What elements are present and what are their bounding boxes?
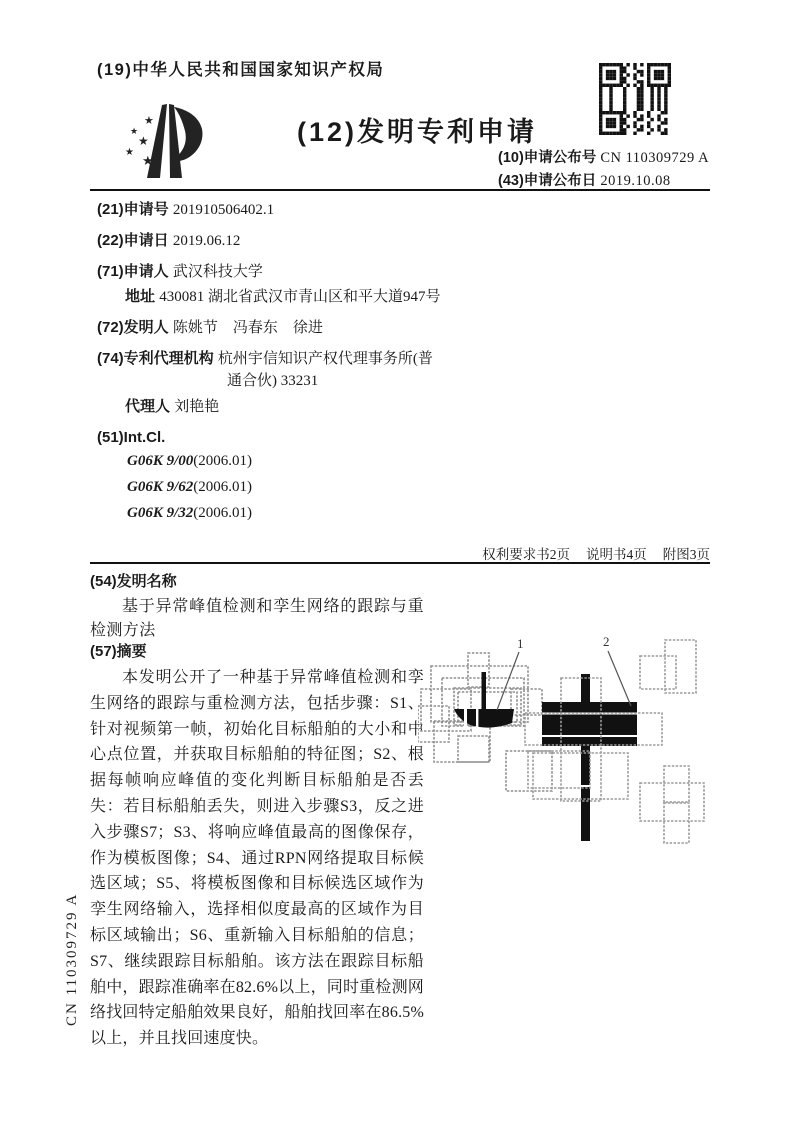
cnipa-logo-icon [118, 98, 218, 190]
figure-label-2: 2 [603, 634, 610, 649]
address-value: 430081 湖北省武汉市青山区和平大道947号 [159, 289, 441, 305]
address-label: 地址 [125, 288, 156, 305]
application-date-row [97, 230, 447, 252]
int-cl-version: (2006.01) [193, 479, 253, 495]
int-cl-entry [97, 448, 447, 474]
header-divider [90, 189, 710, 191]
int-cl-code: G06K 9/00 [127, 453, 194, 469]
publication-number-line [498, 146, 709, 167]
application-number-value: 201910506402.1 [172, 202, 275, 218]
agency-row [97, 348, 447, 418]
claims-pages: 权利要求书2页 [482, 547, 570, 562]
qr-code [599, 63, 671, 135]
figure-label-1: 1 [517, 636, 524, 651]
abstract-label: (57)摘要 [90, 643, 147, 660]
publication-date-line [498, 169, 671, 190]
agent-value: 刘艳艳 [174, 399, 220, 415]
publication-date-value: 2019.10.08 [600, 173, 671, 189]
int-cl-row [97, 427, 447, 526]
cnipa-logo [118, 98, 218, 195]
int-cl-entry [97, 500, 447, 526]
application-date-label: (22)申请日 [97, 232, 169, 249]
description-pages: 说明书4页 [586, 547, 647, 562]
label2-leader-line [608, 651, 631, 706]
ship2-hull [542, 702, 637, 746]
application-number-label: (21)申请号 [97, 201, 169, 218]
figures-pages: 附图3页 [662, 547, 710, 562]
inventors-label: (72)发明人 [97, 319, 169, 336]
int-cl-label: (51)Int.Cl. [97, 429, 166, 446]
address-line [97, 286, 447, 308]
int-cl-entry [97, 474, 447, 500]
bibliographic-data [97, 199, 447, 535]
inventors-value: 陈姚节 冯春东 徐进 [172, 320, 323, 336]
invention-title-text: 基于异常峰值检测和孪生网络的跟踪与重检测方法 [90, 598, 424, 639]
label1-leader-line [497, 652, 519, 710]
body-divider [90, 562, 710, 564]
application-date-value: 2019.06.12 [172, 233, 241, 249]
agent-line [97, 396, 447, 418]
application-number-row [97, 199, 447, 221]
applicant-label: (71)申请人 [97, 263, 169, 280]
svg-text:★: ★ [138, 134, 149, 148]
abstract-section [90, 640, 424, 1052]
svg-text:★: ★ [144, 115, 154, 127]
invention-title-section [90, 570, 424, 643]
invention-title-label: (54)发明名称 [90, 573, 177, 590]
side-document-id: CN 110309729 A [64, 892, 80, 1026]
int-cl-version: (2006.01) [193, 505, 253, 521]
publication-number-label: (10)申请公布号 [498, 150, 597, 166]
int-cl-code: G06K 9/32 [127, 505, 194, 521]
ship2-mast [581, 674, 590, 841]
publication-date-label: (43)申请公布日 [498, 173, 597, 189]
agency-line [97, 348, 447, 392]
int-cl-version: (2006.01) [193, 453, 253, 469]
document-type-title: (12)发明专利申请 [297, 117, 538, 147]
svg-text:★: ★ [142, 153, 154, 168]
abstract-figure [418, 626, 713, 883]
publication-number-value: CN 110309729 A [600, 150, 710, 166]
inventors-row [97, 317, 447, 339]
ship1-mast [482, 672, 487, 709]
agent-label: 代理人 [125, 398, 171, 415]
svg-text:★: ★ [125, 147, 134, 158]
agency-value: 杭州宇信知识产权代理事务所(普通合伙) 33231 [217, 351, 433, 389]
svg-text:★: ★ [130, 126, 139, 136]
agency-label: (74)专利代理机构 [97, 350, 214, 367]
int-cl-code: G06K 9/62 [127, 479, 194, 495]
applicant-line [97, 261, 447, 283]
applicant-row [97, 261, 447, 308]
page-counts-line [420, 543, 710, 563]
patent-office-name: (19)中华人民共和国国家知识产权局 [97, 61, 385, 79]
applicant-value: 武汉科技大学 [172, 264, 263, 280]
abstract-text: 本发明公开了一种基于异常峰值检测和孪生网络的跟踪与重检测方法，包括步骤：S1、针对视频第一帧，初始化目标船舶的大小和中心点位置，并获取目标船舶的特征图；S2、根据每帧响应峰值的变化判断目标船舶是否丢失：若目标船舶丢失，则进入步骤S3，反之进入步骤S7；S3、将响应峰值最高的图像保存，作为模板图像；S4、通过RPN网络提取目标候选区域；S5、将模板图像和目标候选区域作为孪生网络输入，选择相似度最高的区域作为目标区域输出；S6、重新输入目标船舶的信息；S7、继续跟踪目标船舶。该方法在跟踪目标船舶中，跟踪准确率在82.6%以上，同时重检测网络找回特定船舶效果良好，船舶找回率在86.5%以上，并且找回速度快。 [90, 669, 424, 1048]
ship-tracking-figure [418, 626, 713, 878]
